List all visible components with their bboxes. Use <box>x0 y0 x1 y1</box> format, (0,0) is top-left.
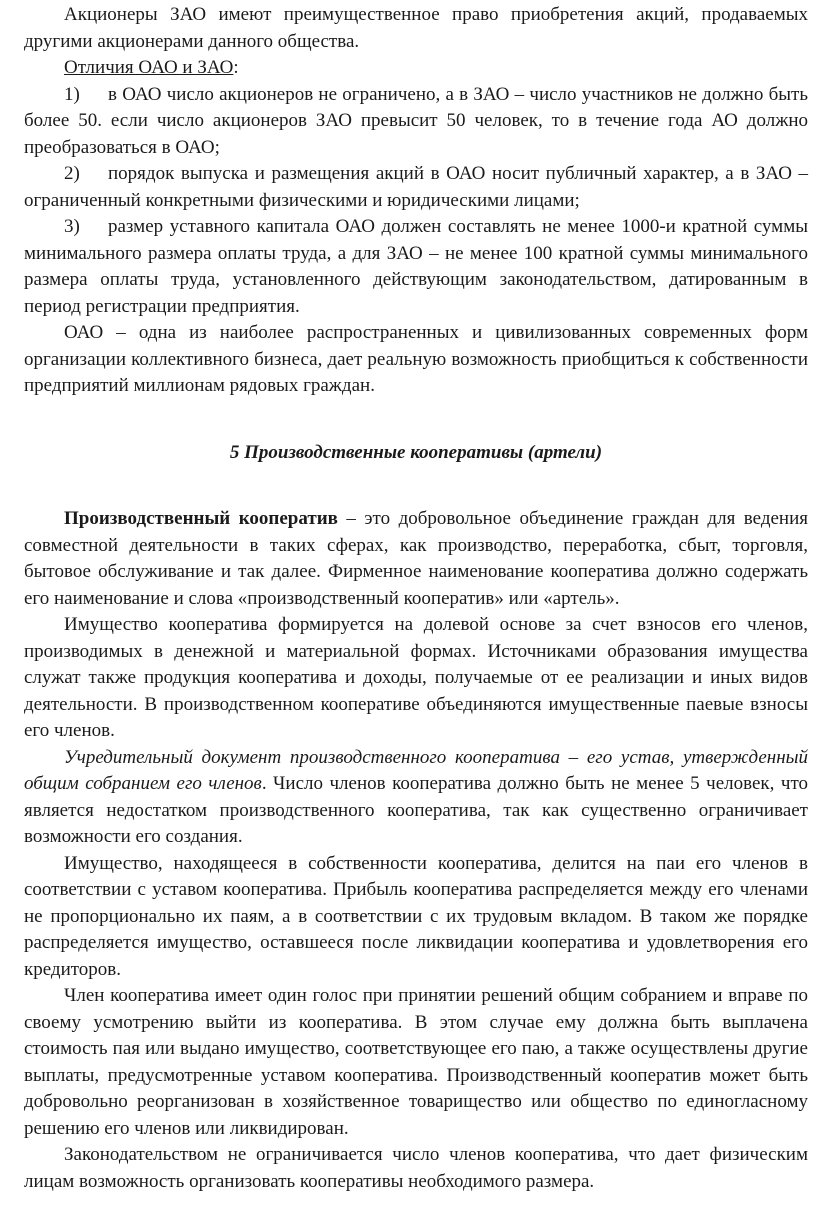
paragraph-shareholders-rights: Акционеры ЗАО имеют преимущественное право приобретения акций, продаваемых другими акционерами данного общества. <box>24 4 808 52</box>
paragraph-oao-summary: ОАО – одна из наиболее распространенных и цивилизованных современных форм организации коллективного бизнеса, дает реальную возможность приобщиться к собственности предприятий миллионам рядовых граждан. <box>24 322 808 396</box>
blank-line <box>24 466 808 492</box>
list-item-text: порядок выпуска и размещения акций в ОАО носит публичный характер, а в ЗАО – ограниченный конкретными физическими и юридическими лицами; <box>24 163 808 211</box>
document-page <box>0 2 816 1220</box>
list-item-number: 3) <box>64 216 80 237</box>
list-item-text: размер уставного капитала ОАО должен составлять не менее 1000-и кратной суммы минимального размера оплаты труда, а для ЗАО – не менее 100 кратной суммы минимального размера оплаты труда, установленного действующим законодательством, датированным в период регистрации предприятия. <box>24 216 808 317</box>
charter-text: . Число членов кооператива должно быть не менее 5 человек, что является недостатком производственного кооператива, так как существенно ограничивает возможности его создания. <box>24 773 809 847</box>
definition-term: Производственный кооператив <box>64 508 338 529</box>
paragraph-legislation: Законодательством не ограничивается число членов кооператива, что дает физическим лицам возможность организовать кооперативы необходимого размера. <box>24 1144 808 1192</box>
list-item <box>24 82 808 162</box>
paragraph-property: Имущество кооператива формируется на долевой основе за счет взносов его членов, производимых в денежной и материальной формах. Источниками образования имущества служат также продукция кооператива и доходы, получаемые от ее реализации и иных видов деятельности. В производственном кооперативе объединяются имущественные паевые взносы его членов. <box>24 614 808 741</box>
charter-italic-text: Учредительный документ производственного кооператива – его устав, утвержденный общим собранием его членов <box>24 746 808 794</box>
list-item-number: 1) <box>64 83 80 105</box>
list-item-text: в ОАО число акционеров не ограничено, а в ЗАО – число участников не должно быть более 50. если число акционеров ЗАО превысит 50 человек, то в течение года АО должно преобразоваться в ОАО; <box>24 83 808 158</box>
blank-gap <box>24 492 808 506</box>
section-heading: 5 Производственные кооперативы (артели) <box>229 441 603 463</box>
differences-heading: Отличия ОАО и ЗАО <box>64 57 234 78</box>
list-item <box>24 161 808 214</box>
definition-text: – это добровольное объединение граждан для ведения совместной деятельности в таких сферах, как производство, переработка, сбыт, торговля, бытовое обслуживание и так далее. Фирменное наименование кооператива должно содержать его наименование и слова «производственный кооператив» или «артель». <box>24 508 809 609</box>
differences-heading-line <box>24 55 808 82</box>
paragraph-member: Член кооператива имеет один голос при принятии решений общим собранием и вправе по своему усмотрению выйти из кооператива. В этом случае ему должна быть выплачена стоимость пая или выдано имущество, соответствующее его паю, а также осуществлены другие выплаты, предусмотренные уставом кооператива. Производственный кооператив может быть добровольно реорганизован в хозяйственное товарищество или общество по единогласному решению его членов или ликвидирован. <box>24 985 808 1139</box>
list-item-number: 2) <box>64 163 80 184</box>
list-item <box>24 214 808 320</box>
paragraph-definition <box>24 506 808 612</box>
paragraph-shares: Имущество, находящееся в собственности кооператива, делится на паи его членов в соответствии с уставом кооператива. Прибыль кооператива распределяется между его членами не пропорционально их паям, а в соответствии с их трудовым вкладом. В таком же порядке распределяется имущество, оставшееся после ликвидации кооператива и удовлетворения его кредиторов. <box>24 852 808 980</box>
blank-line <box>24 400 808 426</box>
differences-heading-colon: : <box>233 57 239 78</box>
blank-gap <box>24 426 808 440</box>
paragraph-charter <box>24 745 808 851</box>
